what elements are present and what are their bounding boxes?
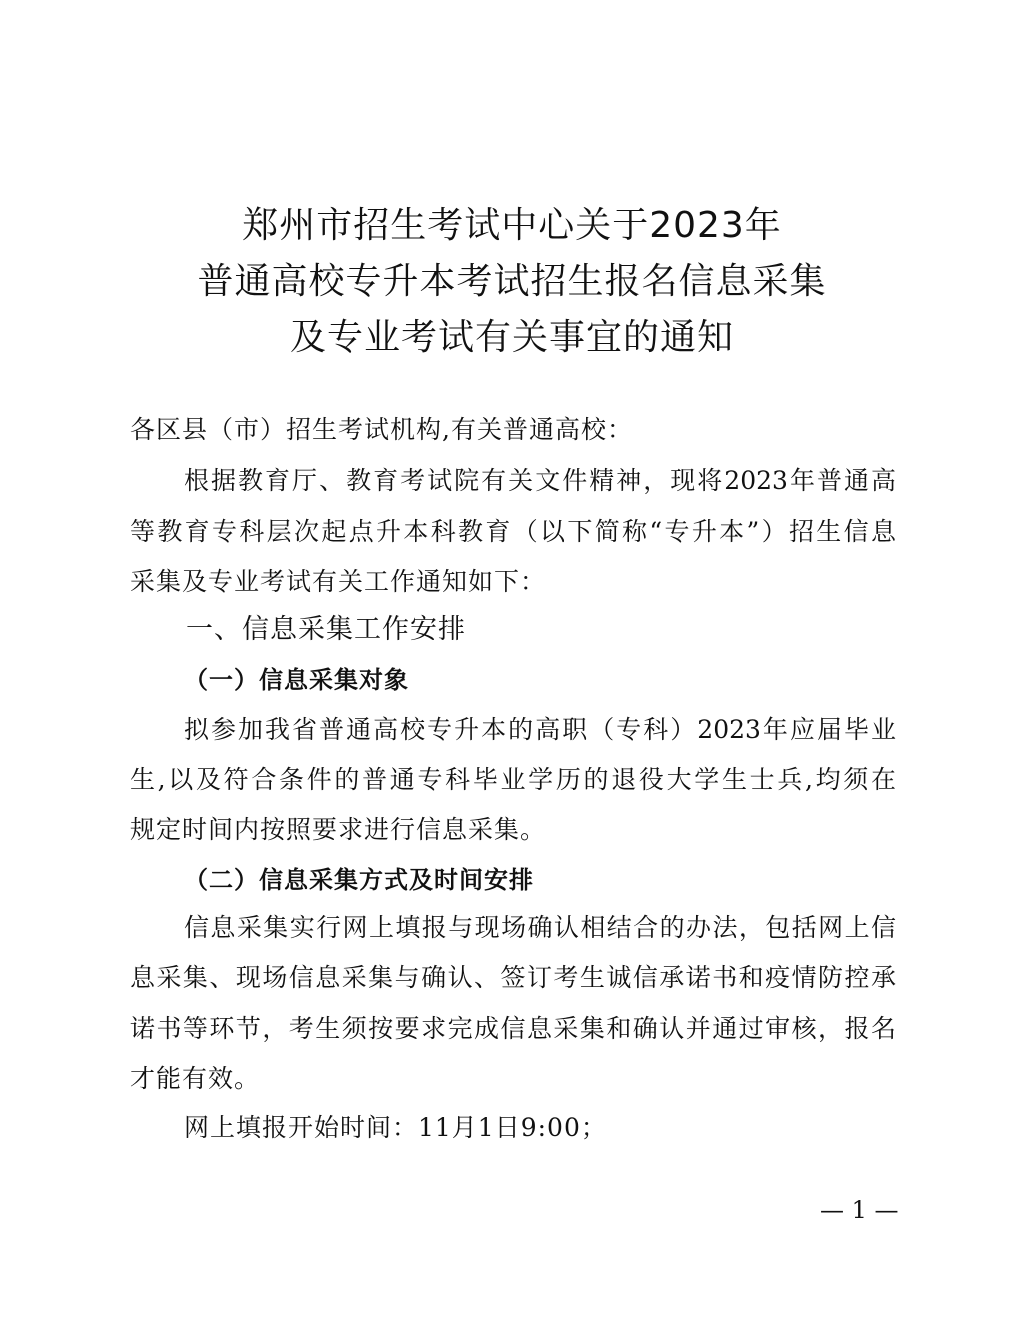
page-number: — 1 —: [820, 1196, 899, 1224]
sub2-line-2: 息采集、现场信息采集与确认、签订考生诚信承诺书和疫情防控承: [130, 963, 896, 992]
section-heading-1: 一、信息采集工作安排: [186, 614, 466, 645]
title-line-2: 普通高校专升本考试招生报名信息采集: [197, 261, 827, 302]
sub2-line-4: 才能有效。: [130, 1064, 261, 1093]
subsection-heading-2: （二）信息采集方式及时间安排: [184, 865, 534, 894]
sub2-line-1: 信息采集实行网上填报与现场确认相结合的办法，包括网上信: [184, 913, 896, 942]
sub2-line-3: 诺书等环节，考生须按要求完成信息采集和确认并通过审核，报名: [130, 1014, 896, 1043]
sub1-line-1: 拟参加我省普通高校专升本的高职（专科）2023年应届毕业: [184, 715, 896, 744]
online-start-time: 网上填报开始时间：11月1日9:00；: [184, 1113, 607, 1142]
intro-line-3: 采集及专业考试有关工作通知如下：: [130, 567, 547, 596]
intro-line-1: 根据教育厅、教育考试院有关文件精神，现将2023年普通高: [184, 466, 896, 495]
title-line-3: 及专业考试有关事宜的通知: [289, 317, 734, 358]
sub1-line-2: 生,以及符合条件的普通专科毕业学历的退役大学生士兵,均须在: [130, 765, 896, 794]
salutation: 各区县（市）招生考试机构,有关普通高校：: [130, 415, 633, 444]
title-line-1: 郑州市招生考试中心关于2023年: [242, 205, 782, 246]
subsection-heading-1: （一）信息采集对象: [184, 665, 409, 694]
intro-line-2: 等教育专科层次起点升本科教育（以下简称“专升本”）招生信息: [130, 517, 896, 546]
document-title: [0, 198, 1024, 366]
sub1-line-3: 规定时间内按照要求进行信息采集。: [130, 815, 547, 844]
